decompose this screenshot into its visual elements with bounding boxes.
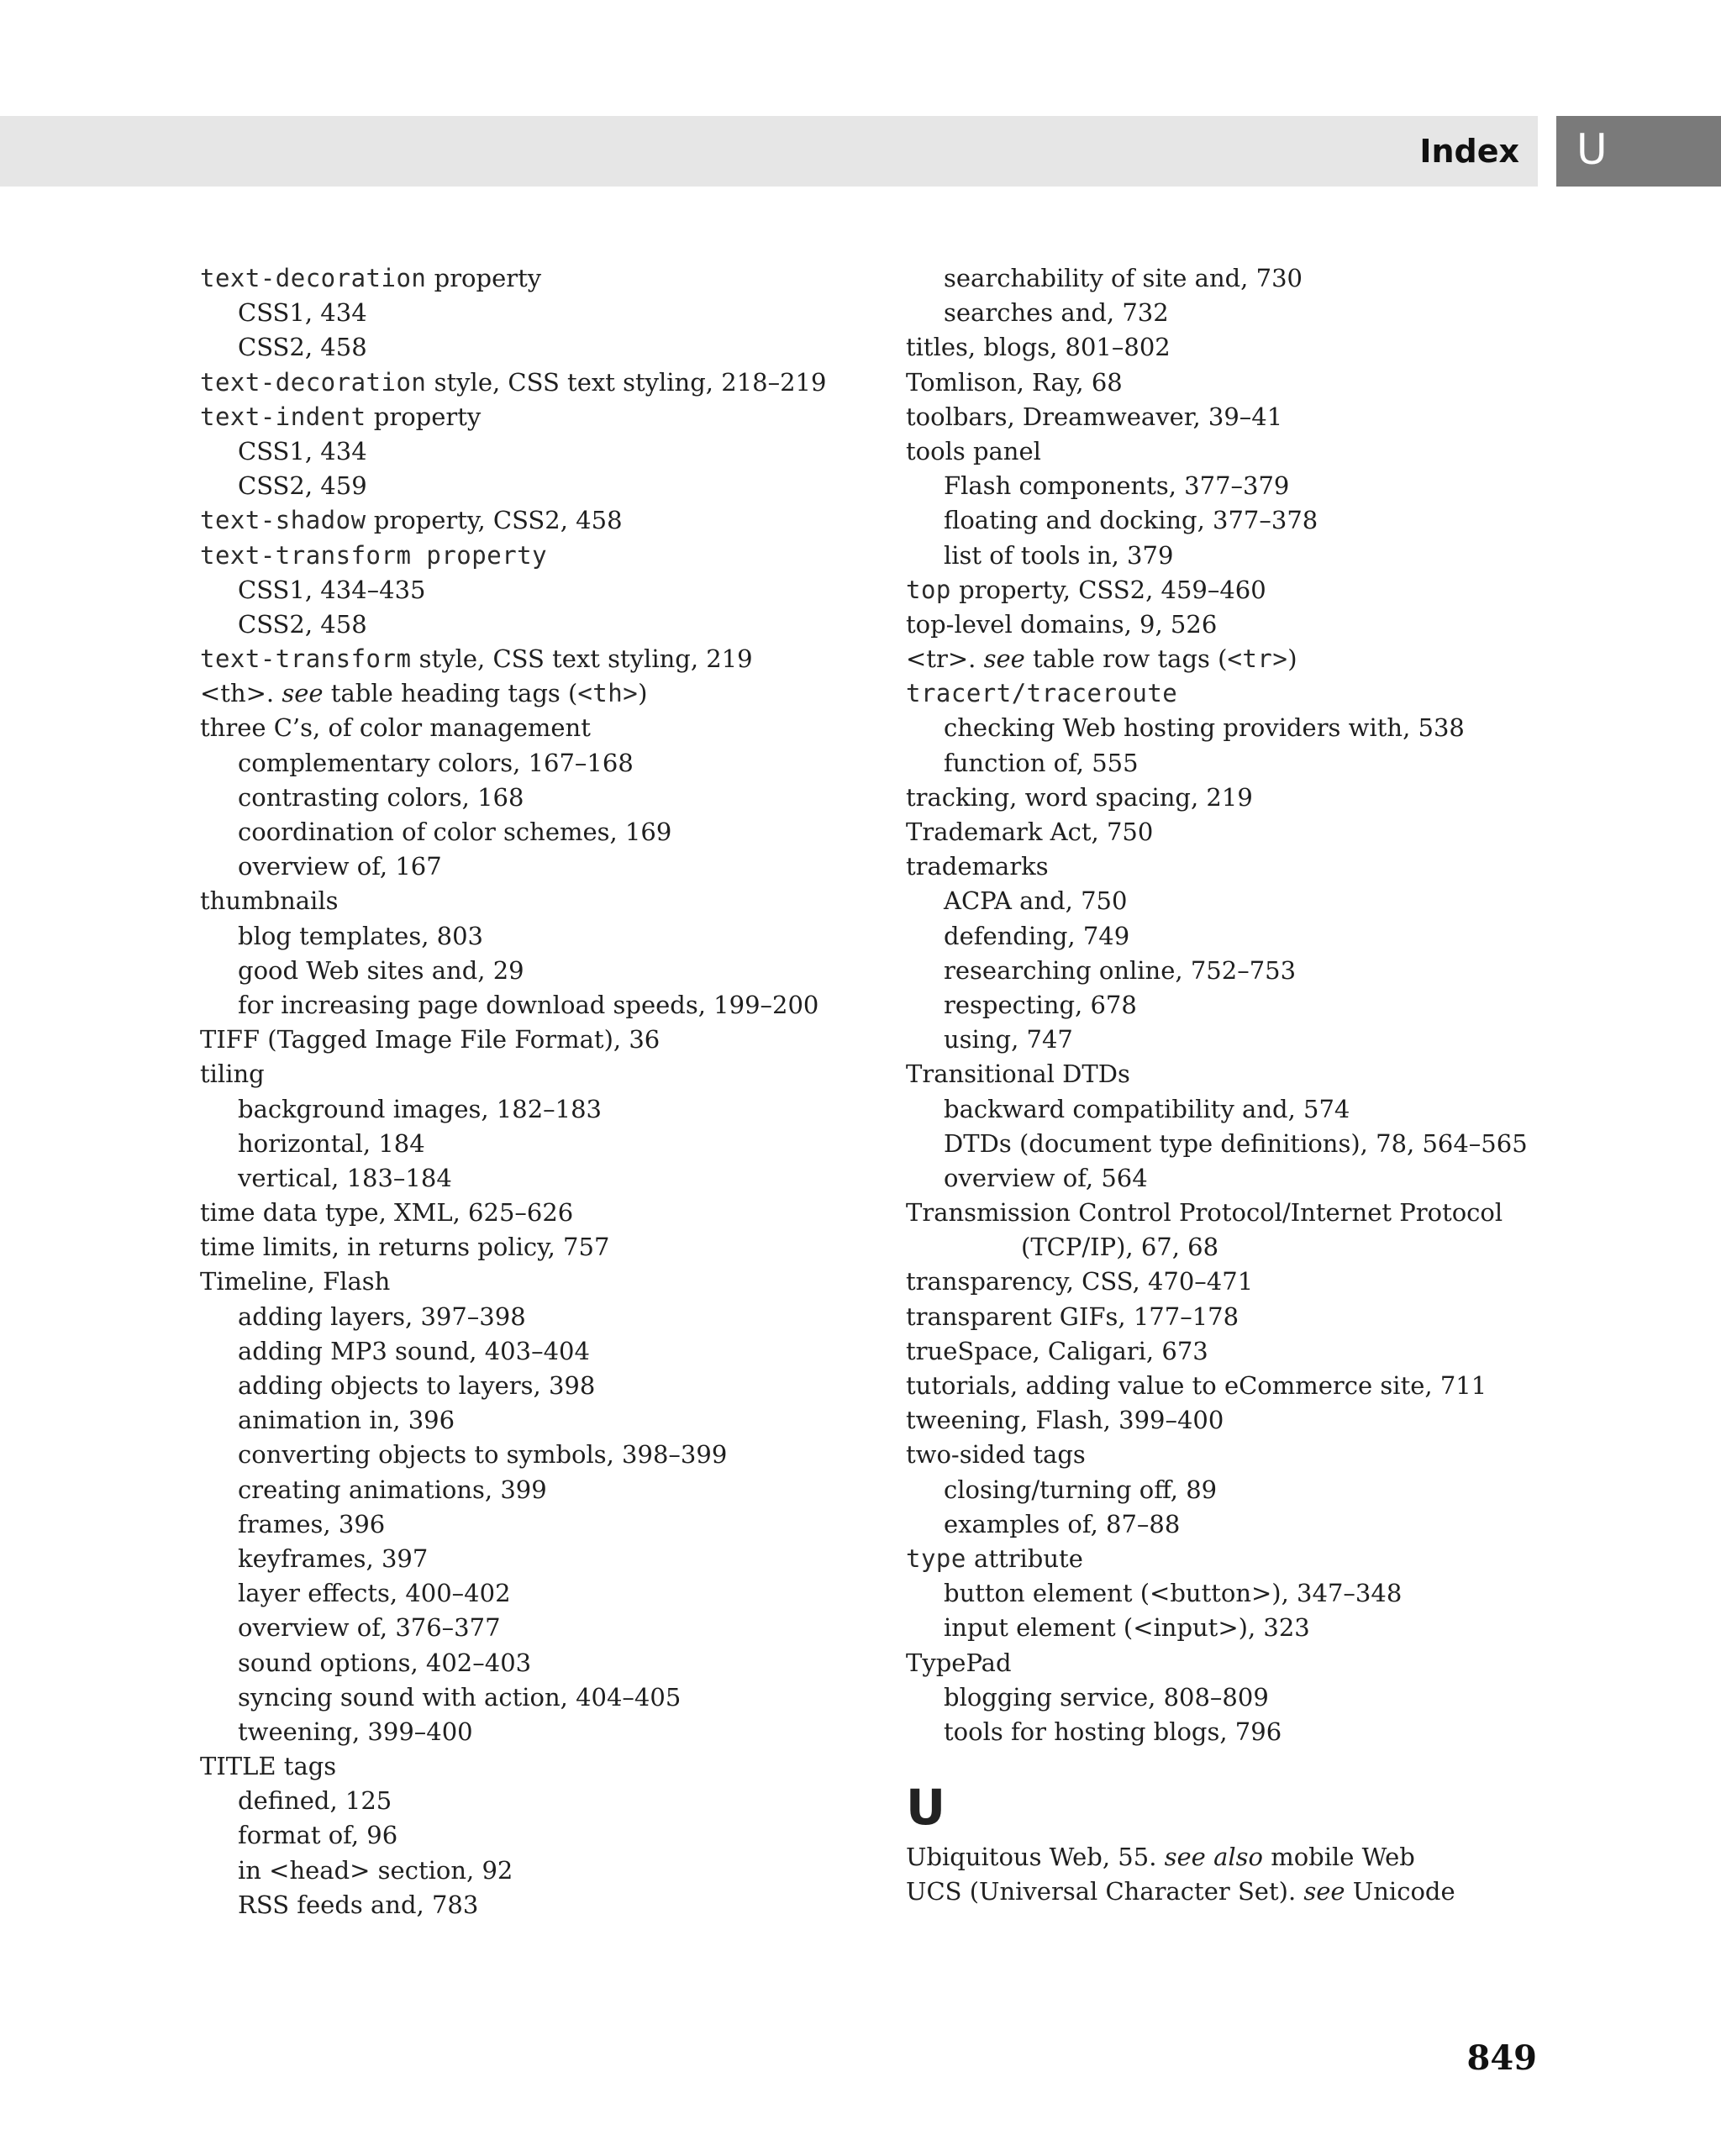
running-header-title: Index xyxy=(1419,133,1519,170)
section-heading-u: U xyxy=(906,1779,946,1837)
entry-text: tweening, 399–400 xyxy=(238,1717,473,1746)
entry-text: UCS (Universal Character Set). xyxy=(906,1877,1304,1906)
index-subentry xyxy=(200,988,881,1023)
entry-text: three C’s, of color management xyxy=(200,713,591,743)
entry-text: RSS feeds and, 783 xyxy=(238,1890,479,1919)
entry-code-term: <th> xyxy=(577,679,639,708)
entry-code-term: text-transform xyxy=(200,644,412,674)
entry-text: overview of, 564 xyxy=(944,1163,1148,1192)
entry-text: good Web sites and, 29 xyxy=(238,955,524,985)
entry-text: Ubiquitous Web, 55. xyxy=(906,1843,1165,1872)
index-entry xyxy=(906,607,1645,642)
index-subentry xyxy=(200,1334,881,1369)
entry-text: style, CSS text styling, 218–219 xyxy=(426,367,827,397)
index-subentry xyxy=(200,919,881,954)
entry-text: trueSpace, Caligari, 673 xyxy=(906,1336,1208,1365)
section-tab xyxy=(1556,116,1721,187)
index-entry xyxy=(906,1334,1645,1369)
entry-text: using, 747 xyxy=(944,1025,1073,1054)
index-entry xyxy=(200,539,881,573)
entry-text: (TCP/IP), 67, 68 xyxy=(1021,1233,1219,1262)
entry-text: CSS1, 434–435 xyxy=(238,575,426,604)
index-entry xyxy=(906,330,1645,365)
index-subentry xyxy=(200,746,881,781)
entry-text: tools panel xyxy=(906,436,1041,465)
entry-text: TypePad xyxy=(906,1648,1012,1677)
entry-text: format of, 96 xyxy=(238,1821,398,1850)
entry-text: time data type, XML, 625–626 xyxy=(200,1198,574,1228)
entry-text: checking Web hosting providers with, 538 xyxy=(944,713,1465,743)
index-subentry xyxy=(906,1715,1645,1749)
page-number: 849 xyxy=(1466,2038,1537,2078)
entry-text: CSS1, 434 xyxy=(238,298,367,328)
entry-text: thumbnails xyxy=(200,886,339,916)
index-entry xyxy=(906,1542,1645,1576)
entry-text: tutorials, adding value to eCommerce site, 711 xyxy=(906,1371,1487,1400)
entry-cross-ref: see xyxy=(282,679,324,708)
entry-text: tweening, Flash, 399–400 xyxy=(906,1406,1224,1435)
index-subentry xyxy=(200,1369,881,1403)
index-entry xyxy=(906,1196,1645,1230)
index-subentry xyxy=(200,1715,881,1749)
entry-text: defending, 749 xyxy=(944,921,1130,950)
entry-text-tail: Unicode xyxy=(1345,1877,1455,1906)
entry-text: tools for hosting blogs, 796 xyxy=(944,1717,1282,1746)
index-subentry xyxy=(906,1680,1645,1715)
entry-text: blog templates, 803 xyxy=(238,921,484,950)
entry-code-term: text-indent xyxy=(200,402,366,431)
index-subentry xyxy=(200,434,881,469)
entry-text: attribute xyxy=(966,1543,1083,1573)
index-subentry xyxy=(200,1161,881,1196)
entry-text-tail: table heading tags ( xyxy=(323,679,578,708)
entry-code-term: text-shadow xyxy=(200,506,366,535)
index-entry xyxy=(200,884,881,918)
index-subentry xyxy=(200,1611,881,1645)
entry-text: searchability of site and, 730 xyxy=(944,264,1303,292)
entry-text: keyframes, 397 xyxy=(238,1543,429,1573)
entry-text: converting objects to symbols, 398–399 xyxy=(238,1440,728,1470)
entry-cross-ref: see xyxy=(983,644,1025,674)
index-subentry xyxy=(200,1542,881,1576)
entry-text: list of tools in, 379 xyxy=(944,540,1174,570)
index-column-left xyxy=(200,261,881,1922)
entry-text-tail: ) xyxy=(638,679,648,708)
index-subentry xyxy=(906,1230,1645,1265)
entry-text: syncing sound with action, 404–405 xyxy=(238,1682,682,1712)
index-entry xyxy=(906,1438,1645,1472)
index-subentry xyxy=(906,1161,1645,1196)
index-subentry xyxy=(200,1507,881,1542)
index-subentry xyxy=(906,261,1645,296)
index-entry xyxy=(906,365,1645,400)
entry-text-tail: table row tags ( xyxy=(1024,644,1228,674)
index-entry xyxy=(200,642,881,676)
entry-text-tail: mobile Web xyxy=(1262,1843,1415,1872)
index-entry xyxy=(200,1265,881,1299)
index-entry xyxy=(906,1840,1645,1875)
running-header-band xyxy=(0,116,1538,187)
index-subentry xyxy=(906,1611,1645,1645)
entry-text: CSS1, 434 xyxy=(238,436,367,465)
entry-text: CSS2, 459 xyxy=(238,471,367,501)
index-subentry xyxy=(200,1127,881,1161)
index-subentry xyxy=(906,954,1645,988)
index-entry xyxy=(200,1196,881,1230)
entry-text: overview of, 376–377 xyxy=(238,1613,501,1643)
index-entry xyxy=(906,642,1645,676)
index-subentry xyxy=(200,1818,881,1853)
index-entry xyxy=(906,849,1645,884)
entry-text: closing/turning off, 89 xyxy=(944,1475,1218,1504)
index-subentry xyxy=(906,469,1645,503)
index-entry xyxy=(906,676,1645,711)
index-entry xyxy=(200,503,881,538)
entry-text: tiling xyxy=(200,1060,265,1089)
index-subentry xyxy=(906,1576,1645,1611)
entry-code-term: type xyxy=(906,1543,966,1573)
index-entry xyxy=(200,1023,881,1057)
index-subentry xyxy=(200,1438,881,1472)
index-entry xyxy=(906,1300,1645,1334)
entry-text: vertical, 183–184 xyxy=(238,1163,452,1192)
entry-text: sound options, 402–403 xyxy=(238,1648,532,1677)
entry-text: property xyxy=(426,264,542,292)
index-entry xyxy=(906,1403,1645,1438)
entry-code-term: top xyxy=(906,575,951,604)
index-entries-u xyxy=(906,1840,1645,1909)
entry-text: creating animations, 399 xyxy=(238,1475,547,1504)
entry-text: background images, 182–183 xyxy=(238,1094,603,1123)
entry-text: <th>. xyxy=(200,679,282,708)
entry-text: Flash components, 377–379 xyxy=(944,471,1290,501)
entry-code-term: text-decoration xyxy=(200,367,427,397)
index-entry xyxy=(906,815,1645,849)
entry-text-tail: ) xyxy=(1287,644,1297,674)
index-subentry xyxy=(200,815,881,849)
entry-code-term: tracert/traceroute xyxy=(906,679,1178,708)
index-entry xyxy=(906,1369,1645,1403)
entry-text: two-sided tags xyxy=(906,1440,1086,1470)
entry-text: respecting, 678 xyxy=(944,990,1137,1019)
entry-text: TITLE tags xyxy=(200,1752,337,1781)
index-entry xyxy=(200,1230,881,1265)
entry-text: adding layers, 397–398 xyxy=(238,1301,526,1331)
entry-text: top-level domains, 9, 526 xyxy=(906,609,1218,639)
index-column-right xyxy=(906,261,1645,1909)
index-entry xyxy=(200,1749,881,1784)
index-entry xyxy=(200,261,881,296)
index-entry xyxy=(200,676,881,711)
entry-text: frames, 396 xyxy=(238,1509,386,1538)
entry-text: CSS2, 458 xyxy=(238,609,367,639)
index-subentry xyxy=(200,1646,881,1680)
index-subentry xyxy=(200,1784,881,1818)
entry-text: style, CSS text styling, 219 xyxy=(411,644,753,674)
index-subentry xyxy=(200,1403,881,1438)
index-subentry xyxy=(906,1127,1645,1161)
entry-text: coordination of color schemes, 169 xyxy=(238,818,672,846)
entry-text: for increasing page download speeds, 199–200 xyxy=(238,990,819,1019)
entry-text: function of, 555 xyxy=(944,748,1139,777)
entry-text: property xyxy=(366,402,482,431)
entry-text: floating and docking, 377–378 xyxy=(944,506,1318,535)
index-subentry xyxy=(906,1092,1645,1127)
entry-text: button element (<button>), 347–348 xyxy=(944,1579,1403,1608)
index-subentry xyxy=(906,1023,1645,1057)
index-subentry xyxy=(906,503,1645,538)
index-entry xyxy=(906,1875,1645,1909)
entry-text: researching online, 752–753 xyxy=(944,955,1297,985)
index-entry xyxy=(906,1057,1645,1091)
entry-text: TIFF (Tagged Image File Format), 36 xyxy=(200,1025,661,1054)
entry-text: adding MP3 sound, 403–404 xyxy=(238,1336,590,1365)
entry-text: Transitional DTDs xyxy=(906,1060,1130,1089)
entry-text: defined, 125 xyxy=(238,1786,392,1816)
entry-cross-ref: see xyxy=(1303,1877,1345,1906)
index-entry xyxy=(906,1265,1645,1299)
entry-text: searches and, 732 xyxy=(944,298,1169,328)
entry-text: horizontal, 184 xyxy=(238,1128,425,1158)
index-subentry xyxy=(200,1092,881,1127)
entry-text: examples of, 87–88 xyxy=(944,1509,1181,1538)
index-entries-t-continued xyxy=(906,261,1645,1749)
index-subentry xyxy=(906,988,1645,1023)
entry-text: toolbars, Dreamweaver, 39–41 xyxy=(906,402,1283,431)
index-subentry xyxy=(200,573,881,607)
index-entry xyxy=(906,1646,1645,1680)
entry-code-term: text-transform property xyxy=(200,540,548,570)
index-subentry xyxy=(200,330,881,365)
entry-text: trademarks xyxy=(906,852,1049,881)
entry-text: backward compatibility and, 574 xyxy=(944,1094,1350,1123)
index-entry xyxy=(906,573,1645,607)
entry-text: titles, blogs, 801–802 xyxy=(906,333,1171,362)
index-subentry xyxy=(200,1854,881,1888)
entry-text: adding objects to layers, 398 xyxy=(238,1371,596,1400)
index-subentry xyxy=(200,954,881,988)
index-entry xyxy=(906,434,1645,469)
index-entry xyxy=(200,1057,881,1091)
index-subentry xyxy=(200,1576,881,1611)
index-subentry xyxy=(200,296,881,330)
index-subentry xyxy=(200,607,881,642)
entry-cross-ref: see also xyxy=(1164,1843,1263,1872)
entry-text: contrasting colors, 168 xyxy=(238,782,524,812)
entry-text: transparent GIFs, 177–178 xyxy=(906,1301,1239,1331)
entry-text: CSS2, 458 xyxy=(238,333,367,362)
index-subentry xyxy=(200,781,881,815)
entry-text: Tomlison, Ray, 68 xyxy=(906,367,1123,397)
entry-text: ACPA and, 750 xyxy=(944,886,1128,916)
index-subentry xyxy=(906,711,1645,745)
entry-text: animation in, 396 xyxy=(238,1406,455,1435)
index-subentry xyxy=(906,296,1645,330)
index-entry xyxy=(200,400,881,434)
entry-text: complementary colors, 167–168 xyxy=(238,748,634,777)
index-subentry xyxy=(906,746,1645,781)
entry-text: overview of, 167 xyxy=(238,852,442,881)
index-subentry xyxy=(906,1507,1645,1542)
entry-text: transparency, CSS, 470–471 xyxy=(906,1267,1254,1296)
entry-text: tracking, word spacing, 219 xyxy=(906,782,1253,812)
index-subentry xyxy=(200,849,881,884)
entry-code-term: text-decoration xyxy=(200,264,427,292)
entry-text: Transmission Control Protocol/Internet Protocol xyxy=(906,1198,1503,1228)
entry-text: property, CSS2, 459–460 xyxy=(950,575,1266,604)
entry-text: Trademark Act, 750 xyxy=(906,818,1154,846)
entry-text: in <head> section, 92 xyxy=(238,1855,513,1885)
index-entry xyxy=(200,365,881,400)
index-subentry xyxy=(200,1680,881,1715)
entry-text: <tr>. xyxy=(906,644,984,674)
index-subentry xyxy=(906,884,1645,918)
index-subentry xyxy=(200,1888,881,1922)
entry-text: Timeline, Flash xyxy=(200,1267,391,1296)
entry-text: layer effects, 400–402 xyxy=(238,1579,511,1608)
entry-code-term: <tr> xyxy=(1227,644,1288,674)
section-tab-letter: U xyxy=(1576,125,1608,174)
entry-text: time limits, in returns policy, 757 xyxy=(200,1233,610,1262)
index-subentry xyxy=(200,469,881,503)
index-entry xyxy=(906,400,1645,434)
index-subentry xyxy=(906,539,1645,573)
entry-text: property, CSS2, 458 xyxy=(366,506,623,535)
entry-text: input element (<input>), 323 xyxy=(944,1613,1310,1643)
entry-text: DTDs (document type definitions), 78, 564–565 xyxy=(944,1128,1528,1158)
index-subentry xyxy=(906,919,1645,954)
index-subentry xyxy=(200,1473,881,1507)
index-entry xyxy=(906,781,1645,815)
index-subentry xyxy=(200,1300,881,1334)
entry-text: blogging service, 808–809 xyxy=(944,1682,1269,1712)
index-entry xyxy=(200,711,881,745)
index-subentry xyxy=(906,1473,1645,1507)
